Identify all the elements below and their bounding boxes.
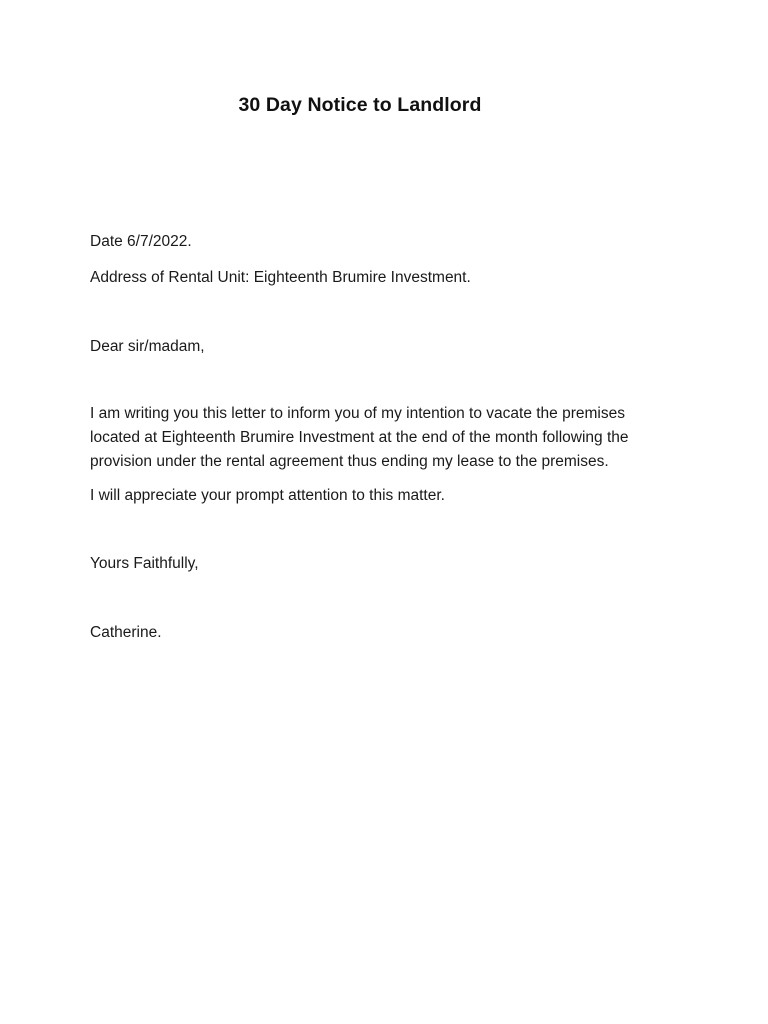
closing-request: I will appreciate your prompt attention to this matter.	[90, 487, 445, 504]
body-line: located at Eighteenth Brumire Investment at the end of the month following the	[90, 429, 629, 446]
body-line: I am writing you this letter to inform you of my intention to vacate the premises	[90, 405, 625, 422]
signature-name: Catherine.	[90, 624, 162, 641]
date-line: Date 6/7/2022.	[90, 233, 192, 250]
body-line: provision under the rental agreement thus ending my lease to the premises.	[90, 453, 609, 470]
salutation: Dear sir/madam,	[90, 338, 205, 355]
sign-off: Yours Faithfully,	[90, 555, 199, 572]
body-paragraph	[90, 402, 690, 474]
address-line: Address of Rental Unit: Eighteenth Brumire Investment.	[90, 269, 471, 286]
document-title: 30 Day Notice to Landlord	[238, 94, 482, 116]
